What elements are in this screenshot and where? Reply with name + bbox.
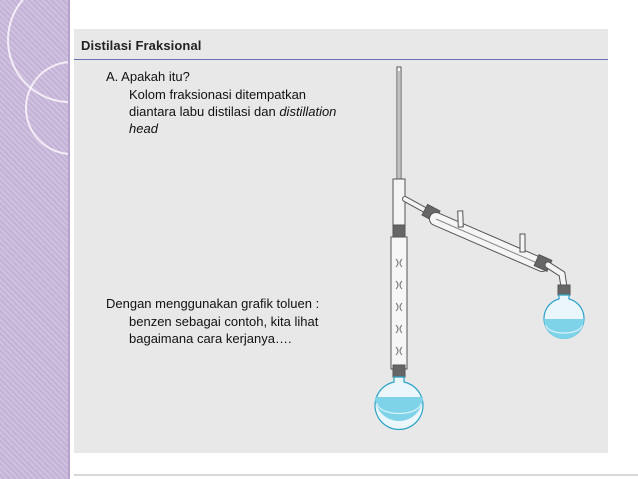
fractional-distillation-apparatus-illustration <box>74 29 608 453</box>
bottom-rule <box>74 474 638 476</box>
strip-edge <box>68 0 70 479</box>
decorative-left-strip <box>0 0 68 479</box>
slide-title: Distilasi Fraksional <box>81 38 202 53</box>
condenser <box>436 211 544 266</box>
section-a-heading: A. Apakah itu? <box>106 69 190 84</box>
receiving-flask <box>544 295 584 339</box>
section-a-line1: Kolom fraksionasi ditempatkan <box>129 87 307 102</box>
slide-panel <box>74 29 608 453</box>
decorative-circles <box>0 0 68 479</box>
section-a-line2: diantara labu distilasi dan <box>129 104 280 119</box>
graph-note-line2: bagaimana cara kerjanya…. <box>129 331 292 346</box>
section-a-line3-italic: head <box>129 121 158 136</box>
section-a-line2-italic: distillation <box>279 104 337 119</box>
fractionating-column <box>391 237 407 369</box>
graph-note-line1: benzen sebagai contoh, kita lihat <box>129 314 319 329</box>
graph-note-lead: Dengan menggunakan grafik toluen : <box>106 296 320 311</box>
distillation-flask <box>375 377 423 429</box>
